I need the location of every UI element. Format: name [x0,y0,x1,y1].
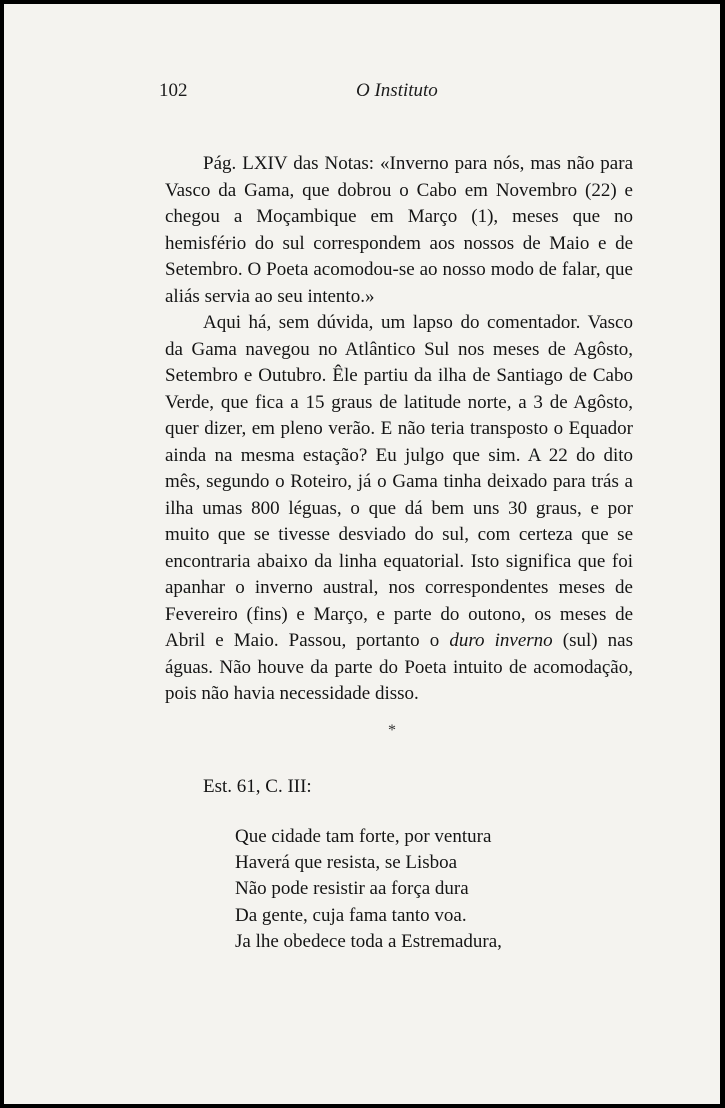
verse-line: Não pode resistir aa força dura [235,878,469,900]
paragraph-commentary [165,310,633,708]
paragraph-text [165,310,633,708]
verse-line: Da gente, cuja fama tanto voa. [235,904,467,926]
stanza-citation: Est. 61, C. III: [203,776,312,797]
page-header [4,80,720,108]
section-separator: * [388,722,396,739]
verse-line: Haverá que resista, se Lisboa [235,852,458,874]
verse-block [235,824,502,955]
verse-line: Que cidade tam forte, por ventura [235,826,492,847]
paragraph-text: Pág. LXIV das Notas: «Inverno para nós, mas não para Vasco da Gama, que dobrou o Cabo em Novembro (22) e chegou a Moçambique em Março (1), meses que no hemisfério do sul correspondem aos nossos de Maio e de Setembro. O Poeta acomodou-se ao nosso modo de falar, que aliás servia ao seu intento.» [165,153,633,307]
page-number: 102 [159,80,188,101]
paragraph-italic-phrase: duro inverno [449,630,553,651]
running-title: O Instituto [356,80,438,101]
book-page [4,4,720,1104]
paragraph-text-after: (sul) nas águas. Não houve da parte do Poeta intuito de acomodação, pois não havia necessidade disso. [165,630,633,704]
paragraph-text-before: Aqui há, sem dúvida, um lapso do comentador. Vasco da Gama navegou no Atlântico Sul nos meses de Agôsto, Setembro e Outubro. Êle partiu da ilha de Santiago de Cabo Verde, que fica a 15 graus de latitude norte, a 3 de Agôsto, quer dizer, em pleno verão. E não teria transposto o Equador ainda na mesma estação? Eu julgo que sim. A 22 do dito mês, segundo o Roteiro, já o Gama tinha deixado para trás a ilha umas 800 léguas, o que dá bem uns 30 graus, e por muito que se tivesse desviado do sul, com certeza que se encontraria abaixo da linha equatorial. Isto significa que foi apanhar o inverno austral, nos correspondentes meses de Fevereiro (fins) e Março, e parte do outono, os meses de Abril e Maio. Passou, portanto o [165,312,633,651]
verse-line: Ja lhe obedece toda a Estremadura, [235,930,502,952]
paragraph-notes-quote [165,151,633,310]
